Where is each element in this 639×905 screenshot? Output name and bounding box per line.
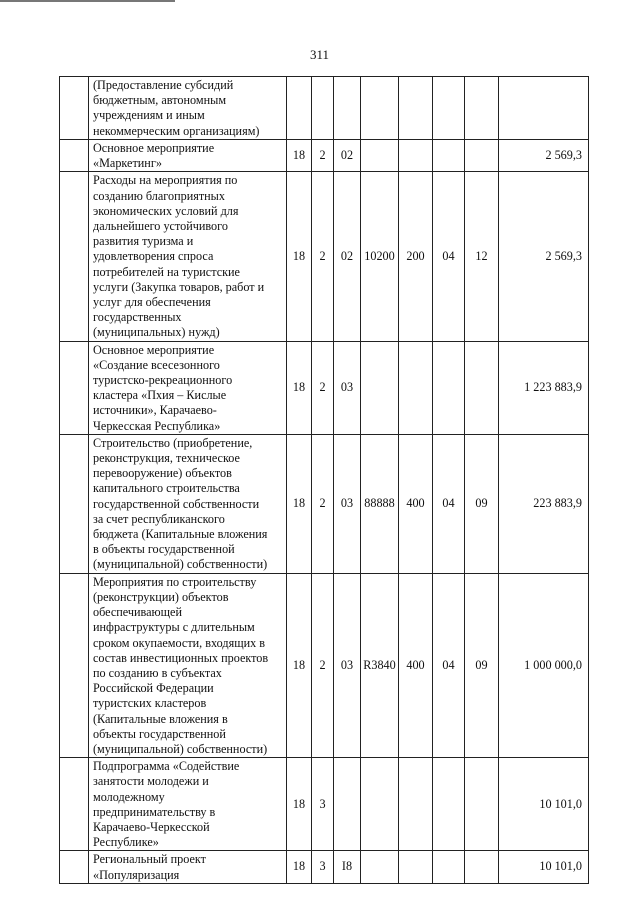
item-name-line: (муниципальной) собственности) [93,557,268,572]
table-row [60,434,589,573]
row-number-cell [60,140,89,172]
ministry-code-cell: 18 [287,140,312,172]
item-name-line: Мероприятия по строительству [93,574,257,589]
item-name-line: Региональный проект [93,852,206,867]
ministry-code-cell: 18 [287,851,312,883]
item-name-line: учреждениям и иным [93,108,205,123]
program-code-cell: 3 [312,851,334,883]
amount-cell: 223 883,9 [499,434,589,573]
item-name-line: «Популяризация [93,867,180,882]
item-name-cell [89,434,287,573]
item-name-line: Основное мероприятие [93,141,215,155]
subsection-code-cell: 12 [465,172,499,341]
table-row [60,172,589,341]
section-code-cell: 04 [433,172,465,341]
item-name-line: экономических условий для [93,203,239,218]
item-name-line: предпринимательству в [93,804,216,819]
ministry-code-cell: 18 [287,434,312,573]
item-name-line: удовлетворения спроса [93,249,214,264]
table-row [60,77,589,140]
item-name-line: (муниципальной) собственности) [93,741,268,756]
row-number-cell [60,77,89,140]
direction-code-cell [361,758,399,851]
expense-type-cell [399,341,433,434]
expense-type-cell: 400 [399,434,433,573]
item-name-line: (Капитальные вложения в [93,711,228,726]
direction-code-cell: 10200 [361,172,399,341]
program-code-cell: 3 [312,758,334,851]
item-name-line: созданию благоприятных [93,188,225,203]
subprogram-code-cell: 02 [334,140,361,172]
item-name-line: инфраструктуры с длительным [93,620,255,635]
item-name-line: состав инвестиционных проектов [93,650,269,665]
expense-type-cell [399,851,433,883]
program-code-cell: 2 [312,172,334,341]
expense-type-cell: 400 [399,573,433,757]
item-name-cell [89,758,287,851]
top-rule [0,0,175,2]
expense-type-cell [399,758,433,851]
item-name-line: за счет республиканского [93,511,225,526]
item-name-line: «Маркетинг» [93,156,162,171]
budget-table-body [60,77,589,884]
item-name-line: Карачаево-Черкесской [93,819,210,834]
ministry-code-cell: 18 [287,758,312,851]
item-name-line: туристских кластеров [93,696,207,711]
row-number-cell [60,573,89,757]
direction-code-cell: 88888 [361,434,399,573]
program-code-cell [312,77,334,140]
table-row [60,573,589,757]
item-name-cell [89,77,287,140]
subprogram-code-cell: 03 [334,573,361,757]
row-number-cell [60,341,89,434]
section-code-cell [433,851,465,883]
item-name-line: сроком окупаемости, входящих в [93,635,265,650]
budget-table [59,76,589,884]
table-row [60,758,589,851]
item-name-line: государственных [93,310,182,325]
program-code-cell: 2 [312,341,334,434]
item-name-line: источники», Карачаево- [93,403,217,418]
page-number: 311 [309,47,330,62]
item-name-cell [89,140,287,172]
item-name-cell [89,341,287,434]
item-name-line: по созданию в субъектах [93,665,222,680]
item-name-line: услуг для обеспечения [93,295,211,310]
item-name-line: (реконструкции) объектов [93,589,229,604]
subsection-code-cell: 09 [465,434,499,573]
direction-code-cell [361,77,399,140]
item-name-line: занятости молодежи и [93,774,209,789]
item-name-cell [89,851,287,883]
direction-code-cell [361,140,399,172]
item-name-cell [89,172,287,341]
item-name-line: Строительство (приобретение, [93,435,253,450]
amount-cell: 2 569,3 [499,172,589,341]
item-name-line: обеспечивающей [93,605,182,620]
row-number-cell [60,172,89,341]
section-code-cell [433,341,465,434]
item-name-line: Республике» [93,835,159,850]
expense-type-cell: 200 [399,172,433,341]
section-code-cell: 04 [433,573,465,757]
section-code-cell: 04 [433,434,465,573]
program-code-cell: 2 [312,573,334,757]
subsection-code-cell [465,140,499,172]
row-number-cell [60,758,89,851]
item-name-line: «Создание всесезонного [93,357,220,372]
expense-type-cell [399,140,433,172]
item-name-line: Основное мероприятие [93,342,215,357]
item-name-line: объекты государственной [93,726,226,741]
direction-code-cell: R3840 [361,573,399,757]
item-name-line: развития туризма и [93,234,194,249]
subsection-code-cell: 09 [465,573,499,757]
item-name-line: кластера «Пхия – Кислые [93,388,227,403]
item-name-line: Подпрограмма «Содействие [93,759,240,774]
item-name-line: Российской Федерации [93,681,214,696]
item-name-line: государственной собственности [93,496,260,511]
item-name-line: (Предоставление субсидий [93,78,234,92]
item-name-line: бюджета (Капитальные вложения [93,527,268,542]
subprogram-code-cell: 02 [334,172,361,341]
row-number-cell [60,851,89,883]
item-name-line: дальнейшего устойчивого [93,219,228,234]
item-name-line: услуги (Закупка товаров, работ и [93,279,265,294]
amount-cell [499,77,589,140]
item-name-line: молодежному [93,789,165,804]
row-number-cell [60,434,89,573]
amount-cell: 10 101,0 [499,851,589,883]
item-name-line: перевооружение) объектов [93,466,232,481]
subprogram-code-cell [334,77,361,140]
item-name-line: Черкесская Республика» [93,418,221,433]
direction-code-cell [361,341,399,434]
table-row [60,851,589,883]
subsection-code-cell [465,77,499,140]
amount-cell: 10 101,0 [499,758,589,851]
amount-cell: 1 000 000,0 [499,573,589,757]
item-name-line: некоммерческим организациям) [93,123,260,138]
expense-type-cell [399,77,433,140]
amount-cell: 1 223 883,9 [499,341,589,434]
ministry-code-cell: 18 [287,172,312,341]
direction-code-cell [361,851,399,883]
item-name-line: Расходы на мероприятия по [93,173,238,188]
item-name-line: реконструкция, техническое [93,451,240,466]
ministry-code-cell: 18 [287,341,312,434]
ministry-code-cell [287,77,312,140]
table-row [60,140,589,172]
item-name-line: потребителей на туристские [93,264,240,279]
item-name-line: капитального строительства [93,481,240,496]
subprogram-code-cell: 03 [334,434,361,573]
amount-cell: 2 569,3 [499,140,589,172]
subsection-code-cell [465,851,499,883]
subprogram-code-cell: 03 [334,341,361,434]
item-name-line: (муниципальных) нужд) [93,325,220,340]
subsection-code-cell [465,758,499,851]
subprogram-code-cell: I8 [334,851,361,883]
item-name-cell [89,573,287,757]
subsection-code-cell [465,341,499,434]
section-code-cell [433,77,465,140]
subprogram-code-cell [334,758,361,851]
ministry-code-cell: 18 [287,573,312,757]
item-name-line: в объекты государственной [93,542,235,557]
table-row [60,341,589,434]
section-code-cell [433,140,465,172]
program-code-cell: 2 [312,140,334,172]
item-name-line: бюджетным, автономным [93,93,227,108]
item-name-line: туристско-рекреационного [93,373,233,388]
section-code-cell [433,758,465,851]
program-code-cell: 2 [312,434,334,573]
